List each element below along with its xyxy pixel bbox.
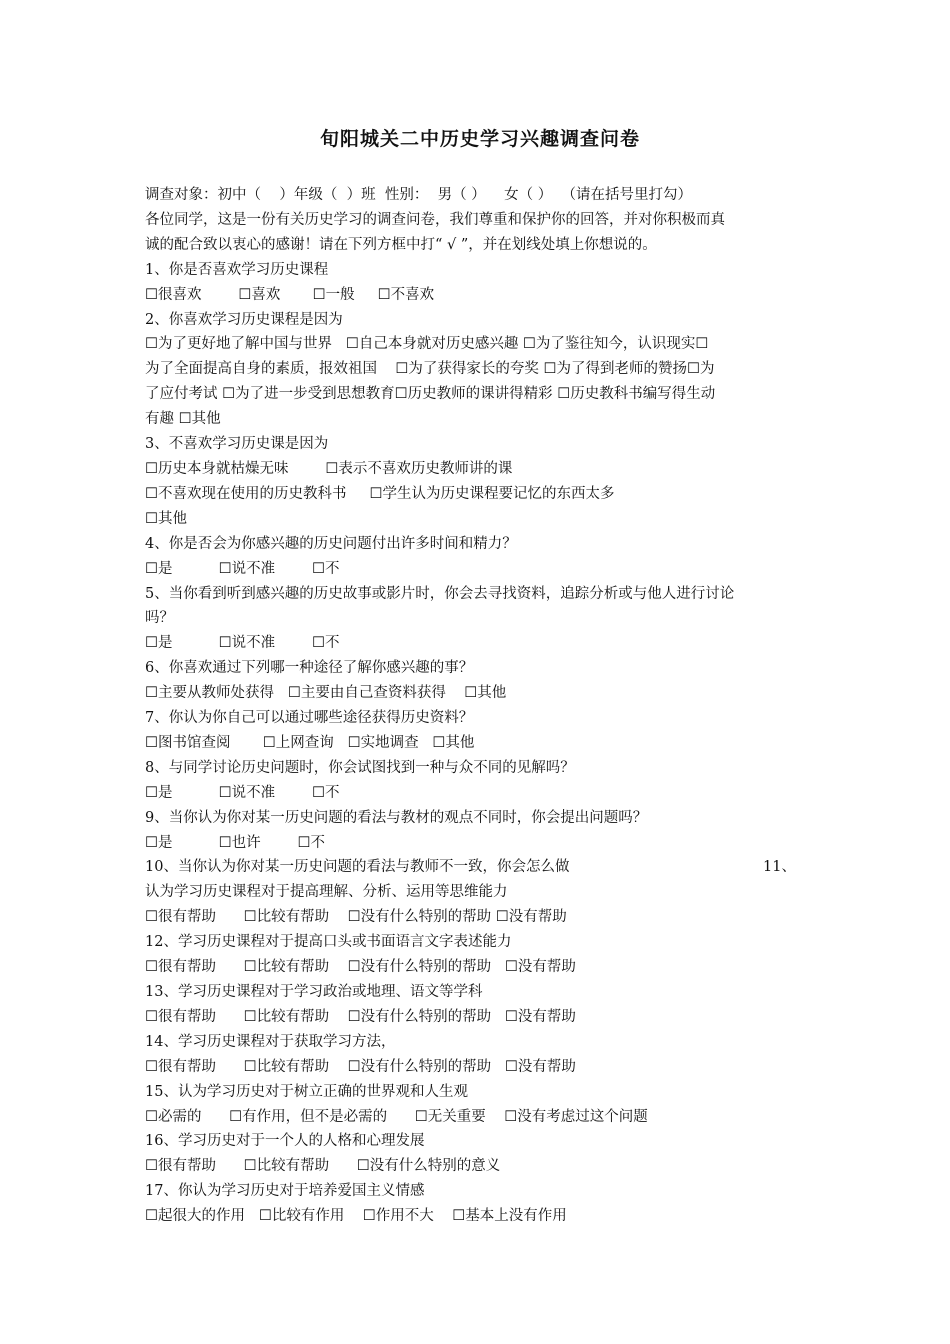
text-line: 1、你是否喜欢学习历史课程: [145, 261, 329, 278]
text-line: 12、学习历史课程对于提高口头或书面语言文字表述能力: [145, 934, 512, 951]
text-line: ☐是 ☐说不准 ☐不: [145, 784, 340, 801]
text-line: ☐图书馆查阅 ☐上网查询 ☐实地调查 ☐其他: [145, 734, 475, 751]
text-line: ☐很有帮助 ☐比较有帮助 ☐没有什么特别的帮助 ☐没有帮助: [145, 909, 567, 926]
text-line: 9、当你认为你对某一历史问题的看法与教材的观点不同时，你会提出问题吗？: [145, 809, 648, 826]
text-line: ☐为了更好地了解中国与世界 ☐自己本身就对历史感兴趣 ☐为了鉴往知今，认识现实☐: [145, 336, 709, 353]
text-line: ☐主要从教师处获得 ☐主要由自己查资料获得 ☐其他: [145, 685, 507, 702]
text-line: 各位同学，这是一份有关历史学习的调查问卷，我们尊重和保护你的回答，并对你积极而真: [145, 211, 725, 228]
text-line: 2、你喜欢学习历史课程是因为: [145, 311, 343, 328]
text-line: 诚的配合致以衷心的感谢！请在下列方框中打“ √ ”，并在划线处填上你想说的。: [145, 236, 657, 253]
text-line: ☐必需的 ☐有作用，但不是必需的 ☐无关重要 ☐没有考虑过这个问题: [145, 1108, 648, 1125]
text-line: ☐很喜欢 ☐喜欢 ☐一般 ☐不喜欢: [145, 286, 435, 303]
text-line: 7、你认为你自己可以通过哪些途径获得历史资料？: [145, 710, 474, 727]
text-line: 了应付考试 ☐为了进一步受到思想教育☐历史教师的课讲得精彩 ☐历史教科书编写得生动: [145, 386, 716, 403]
text-line: ☐起很大的作用 ☐比较有作用 ☐作用不大 ☐基本上没有作用: [145, 1208, 567, 1225]
text-line: 10、当你认为你对某一历史问题的看法与教师不一致，你会怎么做 11、: [145, 859, 796, 876]
text-line: 14、学习历史课程对于获取学习方法，: [145, 1033, 396, 1050]
text-line: 3、不喜欢学习历史课是因为: [145, 436, 329, 453]
text-line: ☐很有帮助 ☐比较有帮助 ☐没有什么特别的意义: [145, 1158, 501, 1175]
text-line: ☐很有帮助 ☐比较有帮助 ☐没有什么特别的帮助 ☐没有帮助: [145, 1058, 576, 1075]
text-line: 5、当你看到听到感兴趣的历史故事或影片时，你会去寻找资料，追踪分析或与他人进行讨论: [145, 585, 735, 602]
text-line: 16、学习历史对于一个人的人格和心理发展: [145, 1133, 425, 1150]
text-line: ☐其他: [145, 510, 187, 527]
text-line: 4、你是否会为你感兴趣的历史问题付出许多时间和精力？: [145, 535, 517, 552]
text-line: 有趣 ☐其他: [145, 411, 221, 428]
text-line: 认为学习历史课程对于提高理解、分析、运用等思维能力: [145, 884, 508, 901]
text-line: ☐不喜欢现在使用的历史教科书 ☐学生认为历史课程要记忆的东西太多: [145, 485, 615, 502]
text-line: 17、你认为学习历史对于培养爱国主义情感: [145, 1183, 425, 1200]
page-title: 旬阳城关二中历史学习兴趣调查问卷: [319, 128, 640, 150]
text-line: 15、认为学习历史对于树立正确的世界观和人生观: [145, 1083, 468, 1100]
text-line: ☐很有帮助 ☐比较有帮助 ☐没有什么特别的帮助 ☐没有帮助: [145, 959, 576, 976]
text-line: 调查对象：初中（ ）年级（ ）班 性别： 男（ ） 女（ ） （请在括号里打勾）: [145, 187, 692, 203]
text-line: 8、与同学讨论历史问题时，你会试图找到一种与众不同的见解吗？: [145, 759, 575, 776]
text-line: 13、学习历史课程对于学习政治或地理、语文等学科: [145, 984, 483, 1000]
text-line: ☐是 ☐说不准 ☐不: [145, 560, 340, 577]
text-line: 6、你喜欢通过下列哪一种途径了解你感兴趣的事？: [145, 660, 474, 677]
text-line: 吗？: [145, 610, 174, 627]
questionnaire-body: [145, 183, 815, 1229]
questionnaire-page: [145, 118, 815, 1229]
text-line: ☐是 ☐也许 ☐不: [145, 834, 325, 851]
text-line: 为了全面提高自身的素质，报效祖国 ☐为了获得家长的夸奖 ☐为了得到老师的赞扬☐为: [145, 361, 715, 378]
text-line: ☐是 ☐说不准 ☐不: [145, 635, 340, 652]
text-line: ☐很有帮助 ☐比较有帮助 ☐没有什么特别的帮助 ☐没有帮助: [145, 1008, 576, 1025]
text-line: ☐历史本身就枯燥无味 ☐表示不喜欢历史教师讲的课: [145, 460, 513, 477]
